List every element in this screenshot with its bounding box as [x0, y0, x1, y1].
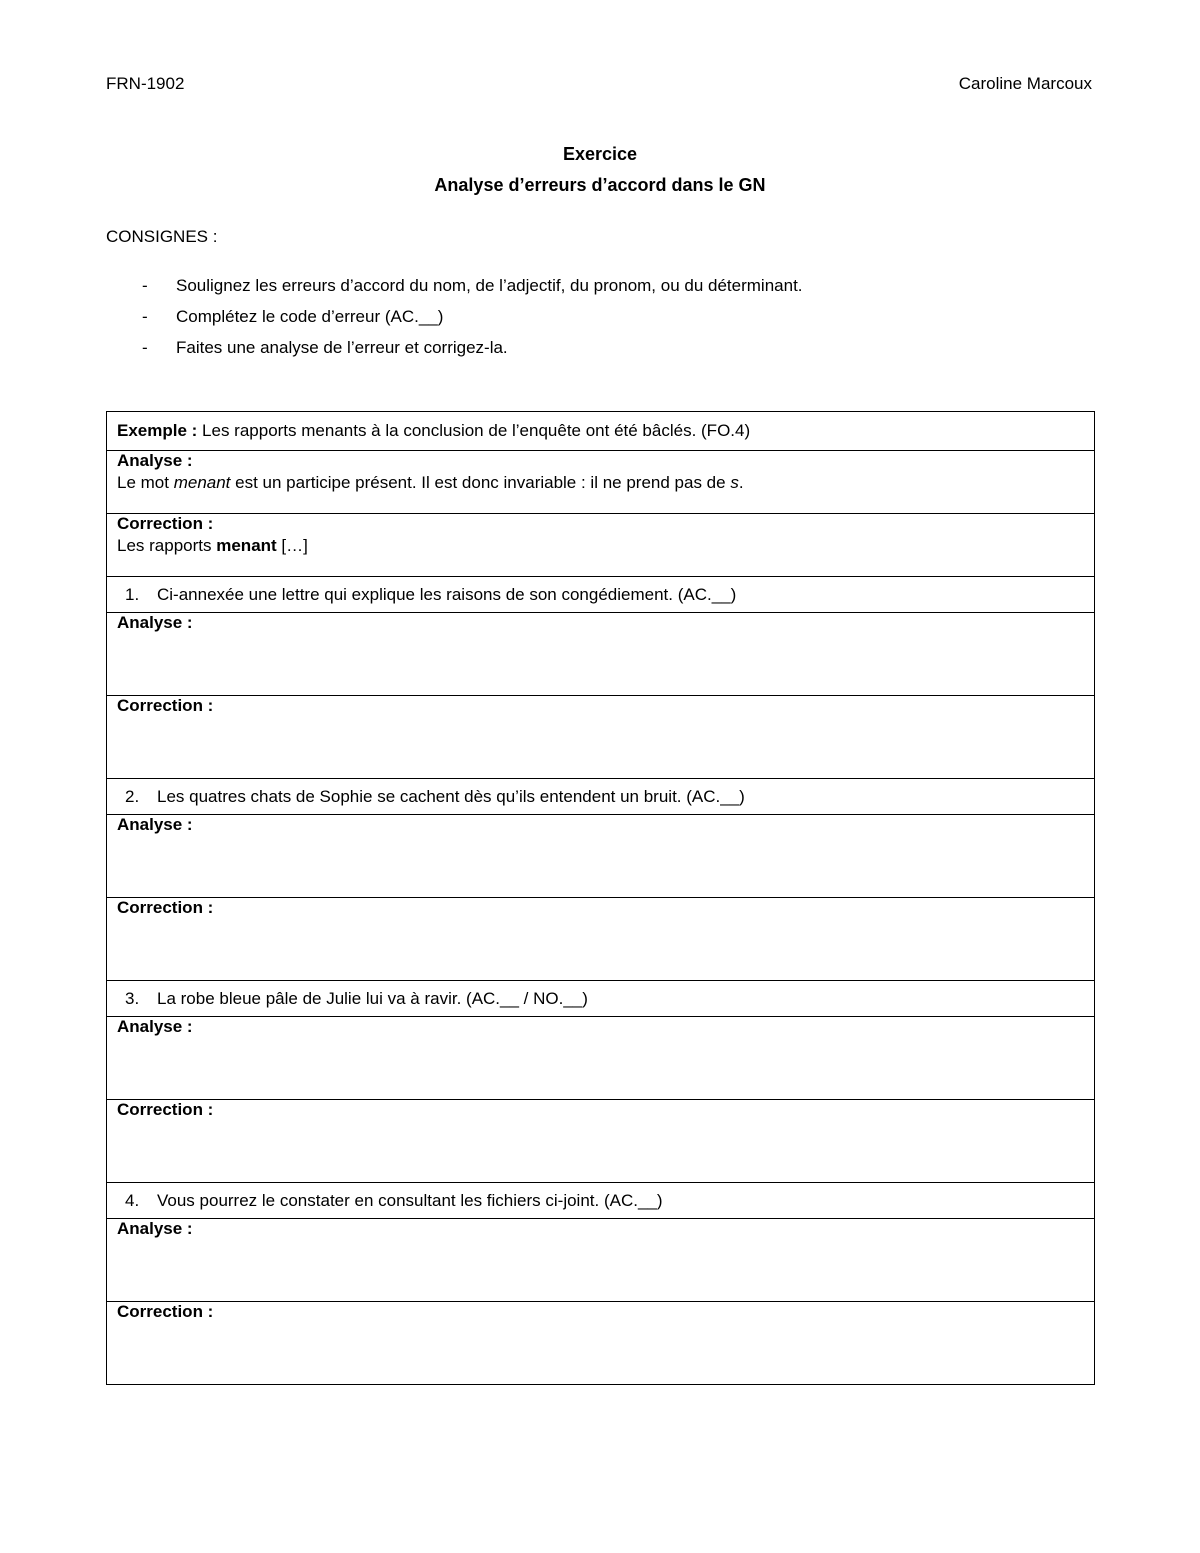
question-cell — [107, 1183, 1095, 1219]
example-correction-text — [117, 536, 1084, 556]
instructions-label: CONSIGNES : — [106, 227, 218, 246]
exercise-title: Exercice — [562, 144, 638, 164]
correction-label: Correction : — [117, 696, 214, 715]
analysis-row — [107, 613, 1095, 696]
exercise-subtitle: Analyse d’erreurs d’accord dans le GN — [434, 175, 766, 195]
exercise-table — [106, 411, 1095, 1385]
question-row — [107, 981, 1095, 1017]
example-correction-cell — [107, 514, 1095, 577]
analysis-row — [107, 1017, 1095, 1100]
correction-row — [107, 1100, 1095, 1183]
correction-label: Correction : — [117, 1100, 214, 1119]
analysis-text-part: Le mot — [117, 473, 174, 492]
correction-label: Correction : — [117, 1302, 214, 1321]
example-analysis-cell — [107, 451, 1095, 514]
question-text: Ci-annexée une lettre qui explique les raisons de son congédiement. (AC.__) — [157, 585, 737, 604]
instruction-text: Complétez le code d’erreur (AC.__) — [176, 307, 444, 326]
question-number: 2. — [125, 787, 140, 806]
analysis-text-part: . — [738, 473, 744, 492]
question-cell — [107, 779, 1095, 815]
analysis-answer-cell[interactable] — [107, 1219, 1095, 1302]
bullet-dash: - — [142, 338, 148, 357]
analysis-text-part: est un participe présent. Il est donc invariable : il ne prend pas de — [230, 473, 731, 492]
instruction-item — [106, 274, 803, 305]
correction-answer-cell[interactable] — [107, 898, 1095, 981]
analysis-letter: s — [730, 473, 739, 492]
bullet-dash: - — [142, 307, 148, 326]
analysis-row — [107, 1219, 1095, 1302]
course-code: FRN-1902 — [106, 74, 185, 93]
example-analysis-row — [107, 451, 1095, 514]
correction-row — [107, 696, 1095, 779]
correction-row — [107, 898, 1095, 981]
analysis-row — [107, 815, 1095, 898]
correction-answer-cell[interactable] — [107, 696, 1095, 779]
question-cell — [107, 981, 1095, 1017]
question-row — [107, 1183, 1095, 1219]
question-number: 3. — [125, 989, 140, 1008]
question-cell — [107, 577, 1095, 613]
example-sentence: Les rapports menants à la conclusion de l’enquête ont été bâclés. (FO.4) — [197, 421, 751, 440]
question-number: 4. — [125, 1191, 140, 1210]
question-text: Vous pourrez le constater en consultant les fichiers ci-joint. (AC.__) — [157, 1191, 663, 1210]
analysis-label: Analyse : — [117, 1219, 193, 1238]
instruction-item — [106, 305, 803, 336]
instructions-list — [106, 274, 803, 367]
question-row — [107, 577, 1095, 613]
question-text: Les quatres chats de Sophie se cachent dès qu’ils entendent un bruit. (AC.__) — [157, 787, 745, 806]
analysis-word: menant — [173, 473, 231, 492]
example-analysis-text — [117, 473, 1084, 493]
analysis-label: Analyse : — [117, 613, 193, 632]
correction-row — [107, 1302, 1095, 1385]
analysis-label: Analyse : — [117, 451, 193, 470]
correction-word: menant — [216, 536, 277, 555]
question-text: La robe bleue pâle de Julie lui va à ravir. (AC.__ / NO.__) — [157, 989, 588, 1008]
question-row — [107, 779, 1095, 815]
analysis-answer-cell[interactable] — [107, 613, 1095, 696]
question-number: 1. — [125, 585, 140, 604]
example-label: Exemple : — [117, 421, 198, 440]
correction-text-part: […] — [276, 536, 308, 555]
instruction-text: Faites une analyse de l’erreur et corrigez-la. — [176, 338, 508, 357]
correction-answer-cell[interactable] — [107, 1302, 1095, 1385]
correction-answer-cell[interactable] — [107, 1100, 1095, 1183]
author-name: Caroline Marcoux — [958, 74, 1092, 93]
analysis-label: Analyse : — [117, 1017, 193, 1036]
correction-label: Correction : — [117, 898, 214, 917]
analysis-answer-cell[interactable] — [107, 815, 1095, 898]
instruction-text: Soulignez les erreurs d’accord du nom, de l’adjectif, du pronom, ou du déterminant. — [176, 276, 803, 295]
analysis-answer-cell[interactable] — [107, 1017, 1095, 1100]
instruction-item — [106, 336, 803, 367]
bullet-dash: - — [142, 276, 148, 295]
correction-text-part: Les rapports — [117, 536, 217, 555]
example-cell — [107, 412, 1095, 451]
example-correction-row — [107, 514, 1095, 577]
analysis-label: Analyse : — [117, 815, 193, 834]
example-row — [107, 412, 1095, 451]
correction-label: Correction : — [117, 514, 214, 533]
